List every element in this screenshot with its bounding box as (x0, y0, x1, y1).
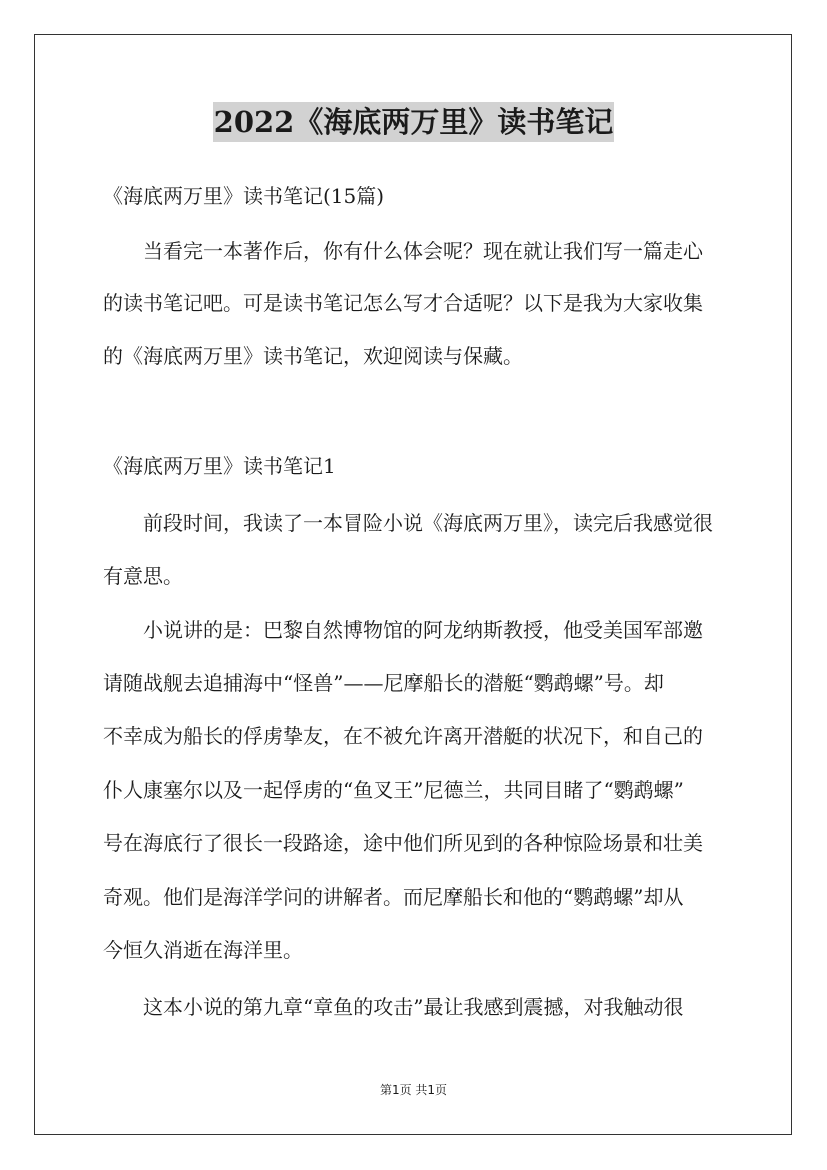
paragraph-line: 奇观。他们是海洋学问的讲解者。而尼摩船长和他的“鹦鹉螺”却从 (103, 885, 684, 909)
paragraph-line: 请随战舰去追捕海中“怪兽”——尼摩船长的潜艇“鹦鹉螺”号。却 (103, 671, 664, 695)
paragraph-line: 小说讲的是：巴黎自然博物馆的阿龙纳斯教授，他受美国军部邀 (143, 618, 703, 642)
title-wrap (0, 102, 827, 142)
section-heading: 《海底两万里》读书笔记1 (103, 454, 336, 478)
paragraph-line: 号在海底行了很长一段路途，途中他们所见到的各种惊险场景和壮美 (103, 831, 703, 855)
paragraph-line: 今恒久消逝在海洋里。 (103, 938, 303, 962)
paragraph-line: 前段时间，我读了一本冒险小说《海底两万里》，读完后我感觉很 (143, 511, 713, 535)
page-footer: 第1页 共1页 (379, 1083, 448, 1097)
document-title: 2022《海底两万里》读书笔记 (213, 102, 615, 142)
intro-line: 的《海底两万里》读书笔记，欢迎阅读与保藏。 (103, 344, 523, 368)
intro-line: 的读书笔记吧。可是读书笔记怎么写才合适呢？以下是我为大家收集 (103, 291, 703, 315)
paragraph-line: 有意思。 (103, 564, 183, 588)
paragraph-line: 仆人康塞尔以及一起俘虏的“鱼叉王”尼德兰，共同目睹了“鹦鹉螺” (103, 778, 684, 802)
paragraph-line: 这本小说的第九章“章鱼的攻击”最让我感到震撼，对我触动很 (143, 995, 684, 1019)
intro-line: 当看完一本著作后，你有什么体会呢？现在就让我们写一篇走心 (143, 239, 703, 263)
subtitle: 《海底两万里》读书笔记(15篇) (103, 184, 385, 208)
paragraph-line: 不幸成为船长的俘虏挚友，在不被允许离开潜艇的状况下，和自己的 (103, 724, 703, 748)
